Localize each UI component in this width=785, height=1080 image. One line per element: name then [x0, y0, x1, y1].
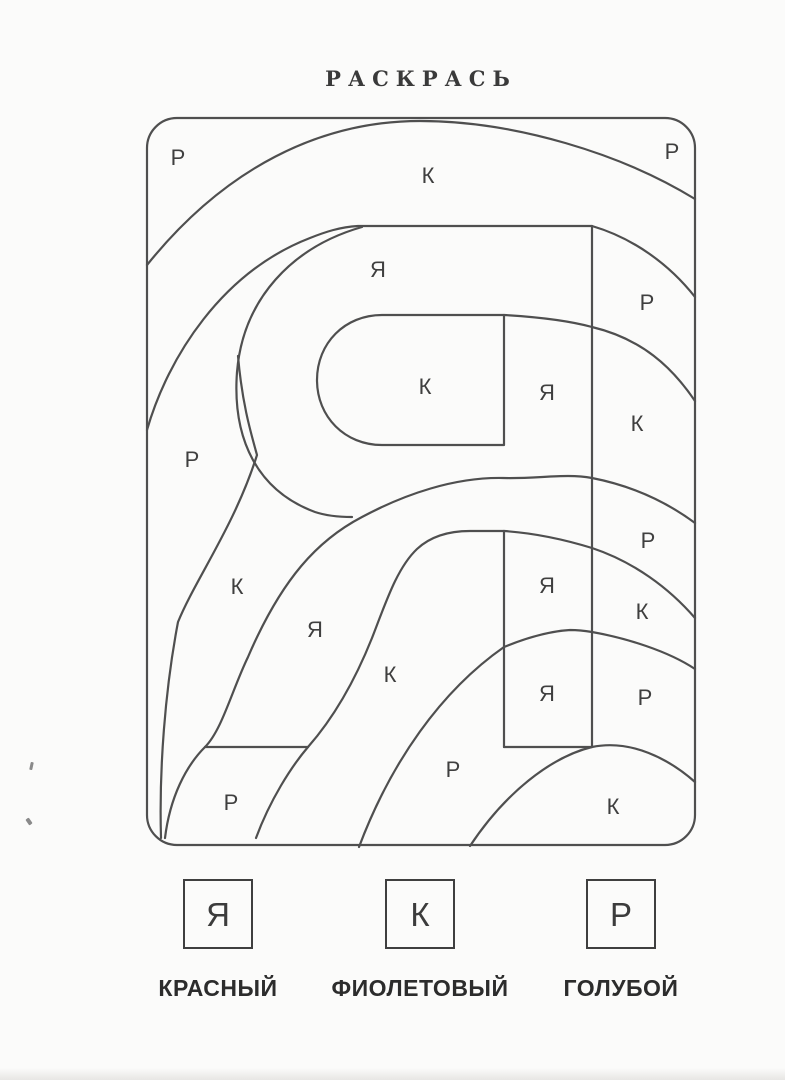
- region-letter-Я: Я: [539, 573, 555, 598]
- region-letter-К: К: [418, 374, 432, 399]
- region-letter-К: К: [606, 794, 620, 819]
- region-letter-Я: Я: [539, 380, 555, 405]
- legend-label-lightblue: ГОЛУБОЙ: [563, 975, 679, 1001]
- legend-letter-violet: К: [410, 895, 430, 933]
- region-letter-Р: Р: [445, 757, 461, 782]
- page-title: РАСКРАСЬ: [325, 66, 517, 91]
- region-letter-Р: Р: [223, 790, 239, 815]
- region-letter-К: К: [630, 411, 644, 436]
- region-letter-К: К: [421, 163, 435, 188]
- legend-letter-lightblue: Р: [609, 895, 632, 933]
- region-letter-Р: Р: [637, 685, 653, 710]
- region-letter-Я: Я: [370, 257, 386, 282]
- legend-letter-red: Я: [206, 895, 230, 933]
- region-letter-Я: Я: [539, 681, 555, 706]
- region-letter-К: К: [383, 662, 397, 687]
- page-edge-shadow: [0, 1068, 785, 1080]
- legend-label-red: КРАСНЫЙ: [158, 975, 278, 1001]
- region-letter-К: К: [635, 599, 649, 624]
- region-letter-Р: Р: [639, 290, 655, 315]
- region-letter-Р: Р: [640, 528, 656, 553]
- region-letter-Я: Я: [307, 617, 323, 642]
- region-letter-Р: Р: [664, 139, 680, 164]
- region-letter-Р: Р: [170, 145, 186, 170]
- region-letter-К: К: [230, 574, 244, 599]
- region-letter-Р: Р: [184, 447, 200, 472]
- legend-label-violet: ФИОЛЕТОВЫЙ: [331, 975, 509, 1001]
